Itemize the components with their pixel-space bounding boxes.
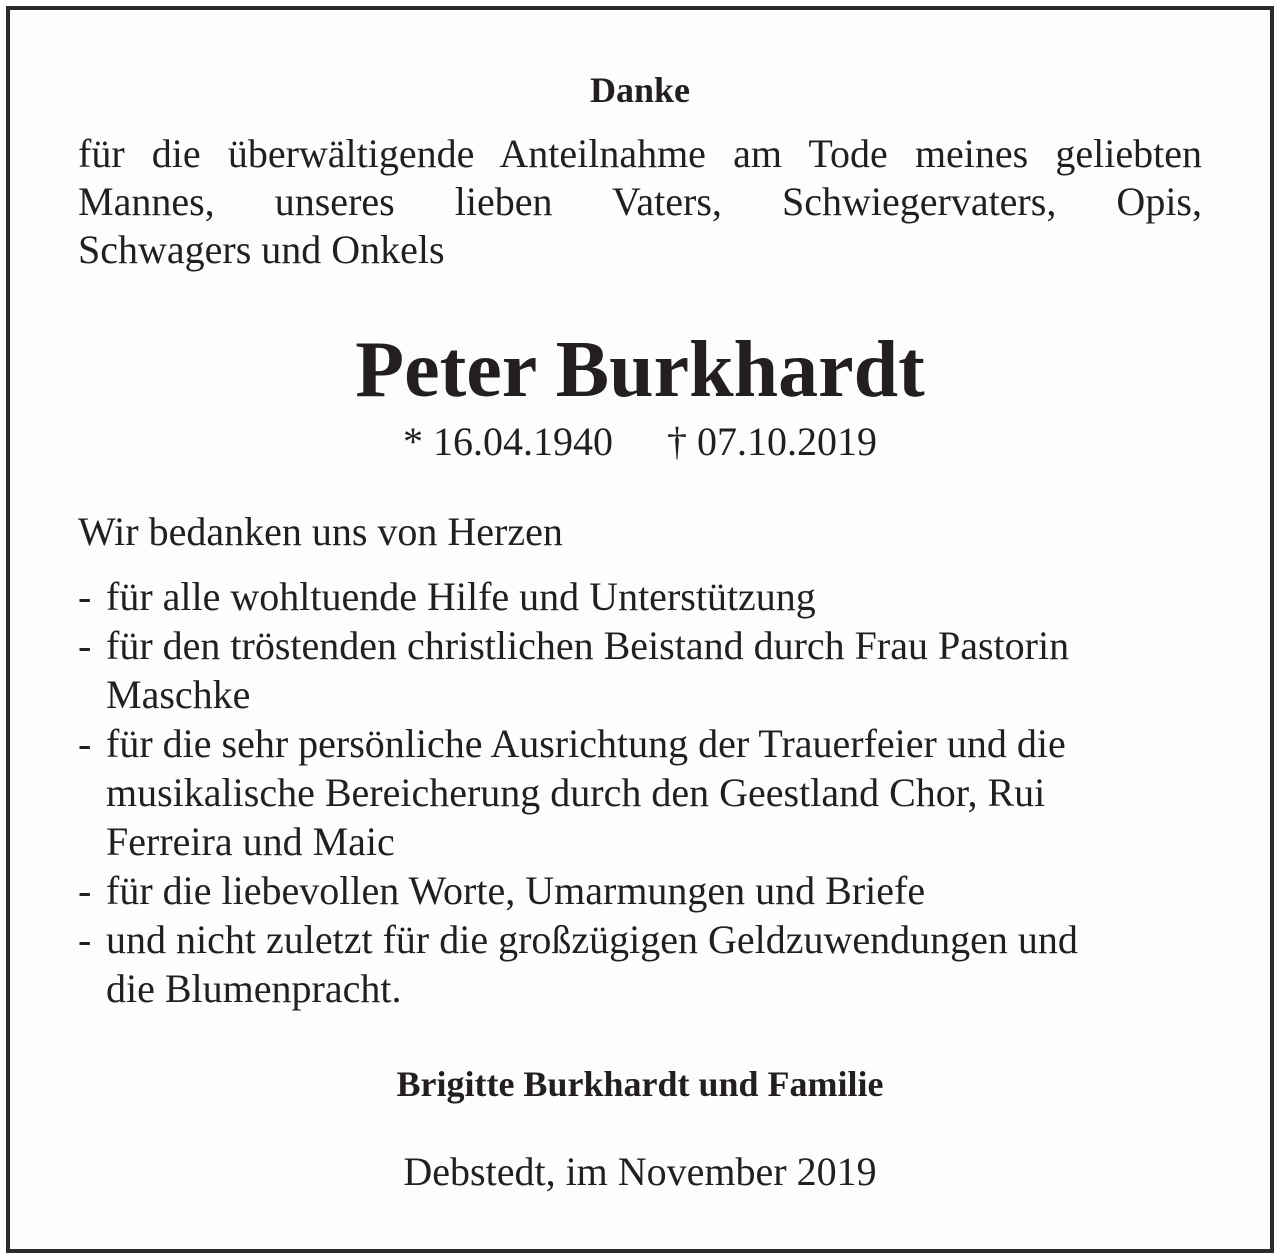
place-date: Debstedt, im November 2019 [403, 1149, 877, 1194]
list-dash: - [78, 917, 92, 962]
intro-text [78, 130, 1202, 274]
thanks-intro: Wir bedanken uns von Herzen [78, 509, 563, 554]
list-item-line: die Blumenpracht. [106, 966, 402, 1011]
list-dash: - [78, 574, 92, 619]
list-item [78, 915, 1202, 1013]
deceased-name: Peter Burkhardt [355, 326, 925, 414]
list-item-line: für die liebevollen Worte, Umarmungen und Briefe [106, 868, 926, 913]
list-item [78, 621, 1202, 719]
list-item-line: Maschke [106, 672, 251, 717]
list-dash: - [78, 721, 92, 766]
intro-line: Schwagers und Onkels [78, 227, 445, 272]
list-dash: - [78, 623, 92, 668]
heading: Danke [589, 70, 691, 110]
thanks-list [78, 572, 1202, 1013]
list-item-line: und nicht zuletzt für die großzügigen Geldzuwendungen und [106, 917, 1078, 962]
list-item-line: musikalische Bereicherung durch den Geestland Chor, Rui [106, 770, 1046, 815]
list-item-line: für alle wohltuende Hilfe und Unterstützung [106, 574, 816, 619]
death-date: † 07.10.2019 [667, 419, 877, 464]
list-item [78, 866, 1202, 915]
life-dates [78, 418, 1202, 466]
list-item [78, 572, 1202, 621]
list-item [78, 719, 1202, 866]
list-dash: - [78, 868, 92, 913]
birth-date: * 16.04.1940 [403, 419, 613, 464]
list-item-line: Ferreira und Maic [106, 819, 395, 864]
intro-line: Mannes, unseres lieben Vaters, Schwiegervaters, Opis, [78, 179, 1202, 224]
intro-line: für die überwältigende Anteilnahme am Tode meines geliebten [78, 131, 1202, 176]
signature: Brigitte Burkhardt und Familie [396, 1064, 884, 1104]
list-item-line: für den tröstenden christlichen Beistand durch Frau Pastorin [106, 623, 1070, 668]
list-item-line: für die sehr persönliche Ausrichtung der Trauerfeier und die [106, 721, 1066, 766]
